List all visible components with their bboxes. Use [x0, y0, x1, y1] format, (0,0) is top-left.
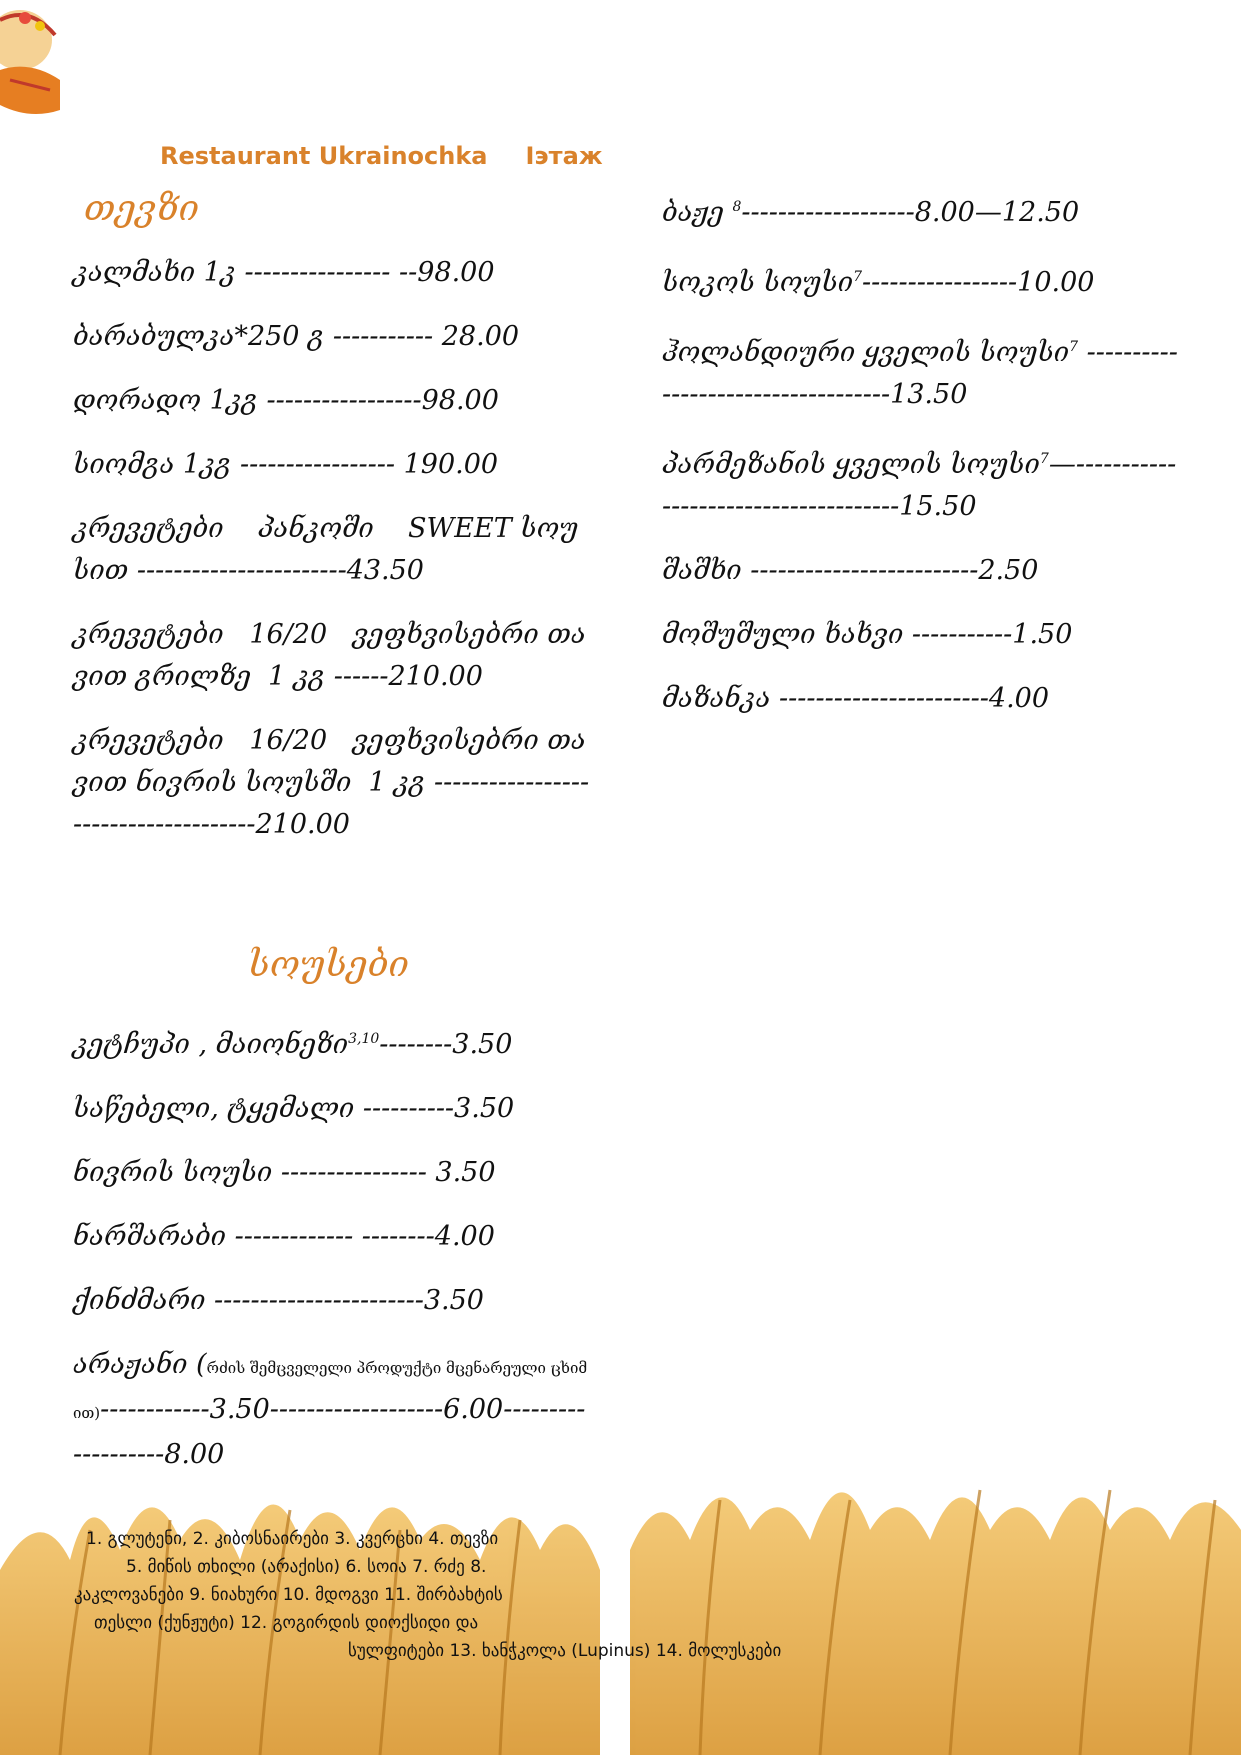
menu-item-narsharabi: ნარშარაბი ------------- --------4.00 — [73, 1221, 495, 1252]
sauces-section-title: სოუსები — [248, 944, 409, 985]
fish-menu-list — [73, 252, 593, 846]
menu-item-hollandaise: ჰოლანდიური ყველის სოუსი$^7$ -----------------------------------13.50 — [662, 337, 1178, 410]
menu-item-garlic-sauce: ნივრის სოუსი ---------------- 3.50 — [73, 1157, 496, 1188]
menu-item-barabulka: ბარაბულკა*250 გ ----------- 28.00 — [73, 321, 520, 352]
menu-item-bazhe: ბაჟე $^8$-------------------8.00—12.50 — [662, 197, 1080, 228]
menu-item-stewed-onion: მოშუშული ხახვი -----------1.50 — [662, 619, 1073, 650]
menu-item-arajani: არაჟანი (რძის შემცველელი პროდუქტი მცენარეული ცხიმით)------------3.50-------------------6.00-------------------8.00 — [73, 1349, 588, 1470]
arajani-note: რძის შემცველელი პროდუქტი მცენარეული ცხიმით) — [73, 1359, 588, 1422]
sides-menu-list — [662, 186, 1182, 720]
restaurant-name: Restaurant Ukrainochka — [160, 142, 488, 170]
allergen-line: 1. გლუტენი, 2. კიბოსნაირები 3. კვერცხი 4. თევზი — [86, 1529, 499, 1549]
sauces-menu-list — [73, 1018, 593, 1476]
menu-item-satsebeli: საწებელი, ტყემალი ----------3.50 — [73, 1093, 515, 1124]
fish-section-title: თევზი — [84, 188, 200, 229]
menu-item-shrimp-panko: კრევეტები პანკოში SWEET სოუსით -----------------------43.50 — [73, 513, 579, 586]
allergen-legend — [70, 1525, 950, 1665]
ukrainian-girl-illustration — [0, 0, 70, 150]
menu-item-dorado: დორადო 1კგ -----------------98.00 — [73, 385, 499, 416]
menu-item-shrimp-grill: კრევეტები 16/20 ვეფხვისებრი თავით გრილზე 1 კგ ------210.00 — [73, 619, 586, 692]
menu-item-kindzmari: ქინძმარი -----------------------3.50 — [73, 1285, 484, 1316]
menu-item-shashkhi: შაშხი -------------------------2.50 — [662, 555, 1039, 586]
allergen-line: თესლი (ქუნჟუტი) 12. გოგირდის დიოქსიდი და — [94, 1613, 479, 1633]
menu-item-trout: კალმახი 1კ ---------------- --98.00 — [73, 257, 495, 288]
allergen-line: კაკლოვანები 9. ნიახური 10. მდოგვი 11. შირბახტის — [74, 1585, 503, 1605]
allergen-line: სულფიტები 13. ხანჭკოლა (Lupinus) 14. მოლუსკები — [348, 1641, 782, 1661]
menu-item-mushroom-sauce: სოკოს სოუსი$^7$-----------------10.00 — [662, 267, 1095, 298]
menu-item-parmesan-sauce: პარმეზანის ყველის სოუსი$^7$—-------------------------------------15.50 — [662, 449, 1177, 522]
menu-item-mazanka: მაზანკა -----------------------4.00 — [662, 683, 1050, 714]
floor-label: Iэтаж — [525, 142, 603, 170]
restaurant-header — [160, 142, 603, 170]
menu-item-ketchup-mayo: კეტჩუპი , მაიონეზი$^{3,10}$--------3.50 — [73, 1029, 513, 1060]
menu-item-shrimp-garlic: კრევეტები 16/20 ვეფხვისებრი თავით ნივრის სოუსში 1 კგ -------------------------------------210.00 — [73, 725, 590, 840]
allergen-line: 5. მიწის თხილი (არაქისი) 6. სოია 7. რძე 8. — [126, 1557, 487, 1577]
menu-item-salmon: სიომგა 1კგ ----------------- 190.00 — [73, 449, 499, 480]
